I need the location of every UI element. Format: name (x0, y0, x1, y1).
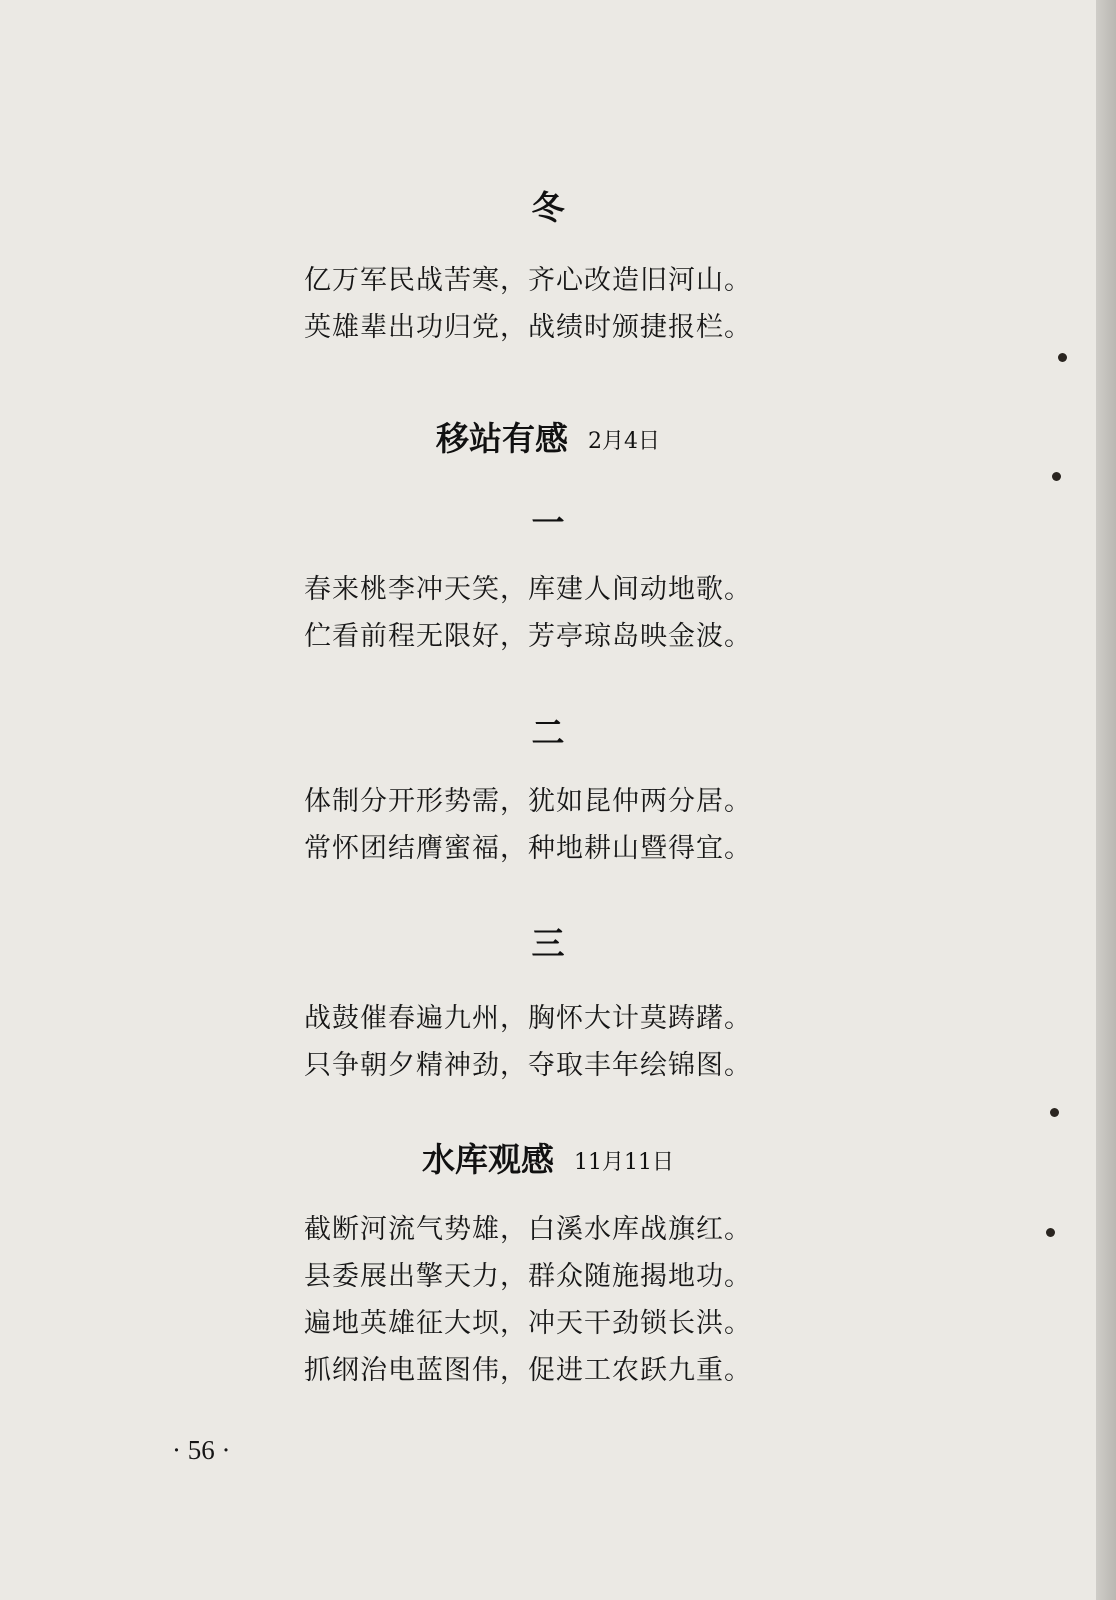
page-number: · 56 · (172, 1435, 231, 1465)
poem-title-shuiku (0, 1140, 1096, 1183)
poem-line: 战鼓催春遍九州，胸怀大计莫踌躇。 (304, 1003, 752, 1034)
poem-title-yizhan (0, 419, 1096, 462)
binding-hole (1052, 472, 1061, 481)
poem-date: 2月4日 (588, 429, 660, 454)
binding-hole (1046, 1228, 1055, 1237)
poem-line: 亿万军民战苦寒，齐心改造旧河山。 (304, 265, 752, 296)
poem-line: 英雄辈出功归党，战绩时颁捷报栏。 (304, 312, 752, 343)
poem-line: 县委展出擎天力，群众随施揭地功。 (304, 1261, 752, 1292)
poem-body-yizhan-2 (304, 778, 824, 872)
poem-body-yizhan-3 (304, 995, 824, 1089)
binding-hole (1058, 353, 1067, 362)
poem-line: 伫看前程无限好，芳亭琼岛映金波。 (304, 621, 752, 652)
section-number-3: 三 (531, 924, 565, 963)
poem-title-text: 水库观感 (422, 1140, 554, 1179)
poem-line: 常怀团结膺蜜福，种地耕山暨得宜。 (304, 833, 752, 864)
page-edge (1096, 0, 1116, 1600)
poem-line: 春来桃李冲天笑，库建人间动地歌。 (304, 574, 752, 605)
poem-line: 遍地英雄征大坝，冲天干劲锁长洪。 (304, 1308, 752, 1339)
poem-body-dong (304, 257, 824, 351)
poem-date: 11月11日 (574, 1150, 674, 1175)
poem-body-shuiku (304, 1206, 824, 1394)
poem-line: 体制分开形势需，犹如昆仲两分居。 (304, 786, 752, 817)
binding-hole (1050, 1108, 1059, 1117)
poem-title-text: 冬 (531, 188, 565, 227)
section-number-2: 二 (531, 713, 565, 752)
poem-line: 抓纲治电蓝图伟，促进工农跃九重。 (304, 1355, 752, 1386)
poem-title-text: 移站有感 (436, 419, 568, 458)
section-number-1: 一 (531, 503, 565, 542)
poem-line: 只争朝夕精神劲，夺取丰年绘锦图。 (304, 1050, 752, 1081)
poem-body-yizhan-1 (304, 566, 824, 660)
poem-line: 截断河流气势雄，白溪水库战旗红。 (304, 1214, 752, 1245)
poem-title-dong (0, 188, 1096, 228)
